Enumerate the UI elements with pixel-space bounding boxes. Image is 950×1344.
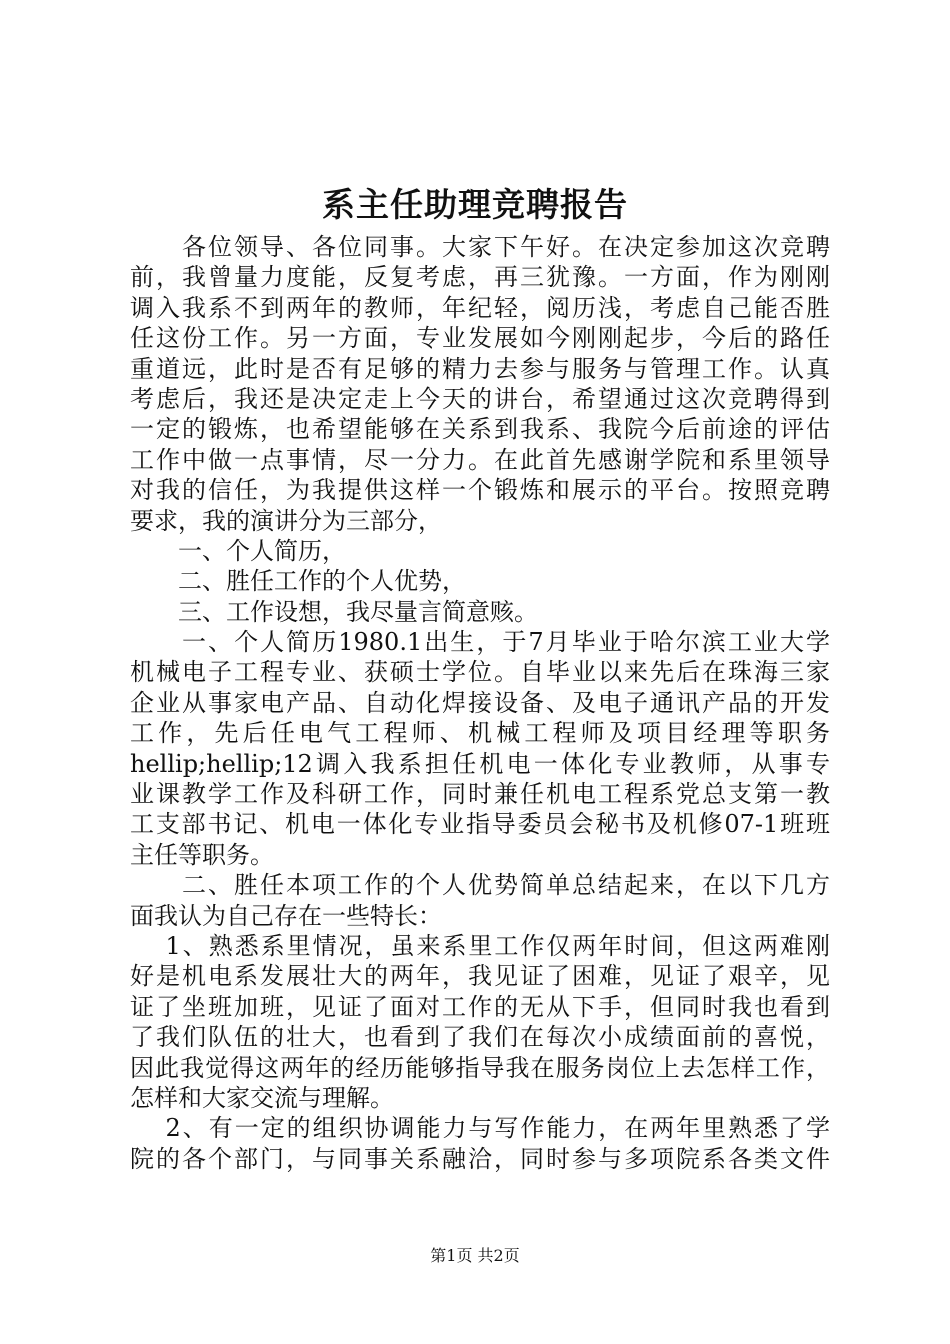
text-line: 对我的信任，为我提供这样一个锻炼和展示的平台。按照竞聘	[130, 476, 830, 505]
text-line: 机械电子工程专业、获硕士学位。自毕业以来先后在珠海三家	[130, 658, 830, 687]
text-line: 工支部书记、机电一体化专业指导委员会秘书及机修07-1班班	[130, 810, 830, 839]
text-line: 了我们队伍的壮大，也看到了我们在每次小成绩面前的喜悦，	[130, 1023, 830, 1052]
text-line: 主任等职务。	[130, 840, 274, 869]
text-line: hellip;hellip;12调入我系担任机电一体化专业教师，从事专	[130, 749, 830, 778]
text-line: 面我认为自己存在一些特长：	[130, 901, 442, 930]
document-body	[130, 232, 830, 1174]
text-line: 怎样和大家交流与理解。	[130, 1083, 394, 1112]
text-line: 重道远，此时是否有足够的精力去参与服务与管理工作。认真	[130, 354, 830, 383]
text-line: 2、有一定的组织协调能力与写作能力，在两年里熟悉了学	[130, 1114, 830, 1143]
text-line: 要求，我的演讲分为三部分，	[130, 506, 442, 535]
text-line: 因此我觉得这两年的经历能够指导我在服务岗位上去怎样工作，	[130, 1053, 830, 1082]
text-line: 企业从事家电产品、自动化焊接设备、及电子通讯产品的开发	[130, 688, 830, 717]
text-line: 1、熟悉系里情况，虽来系里工作仅两年时间，但这两难刚	[130, 931, 830, 960]
text-line: 任这份工作。另一方面，专业发展如今刚刚起步，今后的路任	[130, 324, 830, 353]
text-line: 考虑后，我还是决定走上今天的讲台，希望通过这次竞聘得到	[130, 384, 830, 413]
text-line: 一、个人简历1980.1出生，于7月毕业于哈尔滨工业大学	[130, 628, 830, 657]
text-line: 工作中做一点事情，尽一分力。在此首先感谢学院和系里领导	[130, 445, 830, 474]
text-line: 院的各个部门，与同事关系融洽，同时参与多项院系各类文件	[130, 1144, 830, 1173]
text-line: 证了坐班加班，见证了面对工作的无从下手，但同时我也看到	[130, 992, 830, 1021]
page-title: 系主任助理竞聘报告	[322, 185, 628, 224]
page-footer: 第1页 共2页	[430, 1246, 520, 1265]
text-line: 一定的锻炼，也希望能够在关系到我系、我院今后前途的评估	[130, 415, 830, 444]
text-line: 工作，先后任电气工程师、机械工程师及项目经理等职务	[130, 719, 830, 748]
text-line: 各位领导、各位同事。大家下午好。在决定参加这次竞聘	[130, 233, 830, 261]
text-line: 二、胜任工作的个人优势，	[130, 567, 466, 596]
text-line: 业课教学工作及科研工作，同时兼任机电工程系党总支第一教	[130, 780, 830, 809]
text-line: 好是机电系发展壮大的两年，我见证了困难，见证了艰辛，见	[130, 962, 830, 991]
text-line: 三、工作设想，我尽量言简意赅。	[130, 597, 538, 626]
text-line: 二、胜任本项工作的个人优势简单总结起来，在以下几方	[130, 871, 830, 900]
text-line: 前，我曾量力度能，反复考虑，再三犹豫。一方面，作为刚刚	[130, 263, 830, 292]
text-line: 一、个人简历，	[130, 536, 346, 565]
text-line: 调入我系不到两年的教师，年纪轻，阅历浅，考虑自己能否胜	[130, 293, 830, 322]
